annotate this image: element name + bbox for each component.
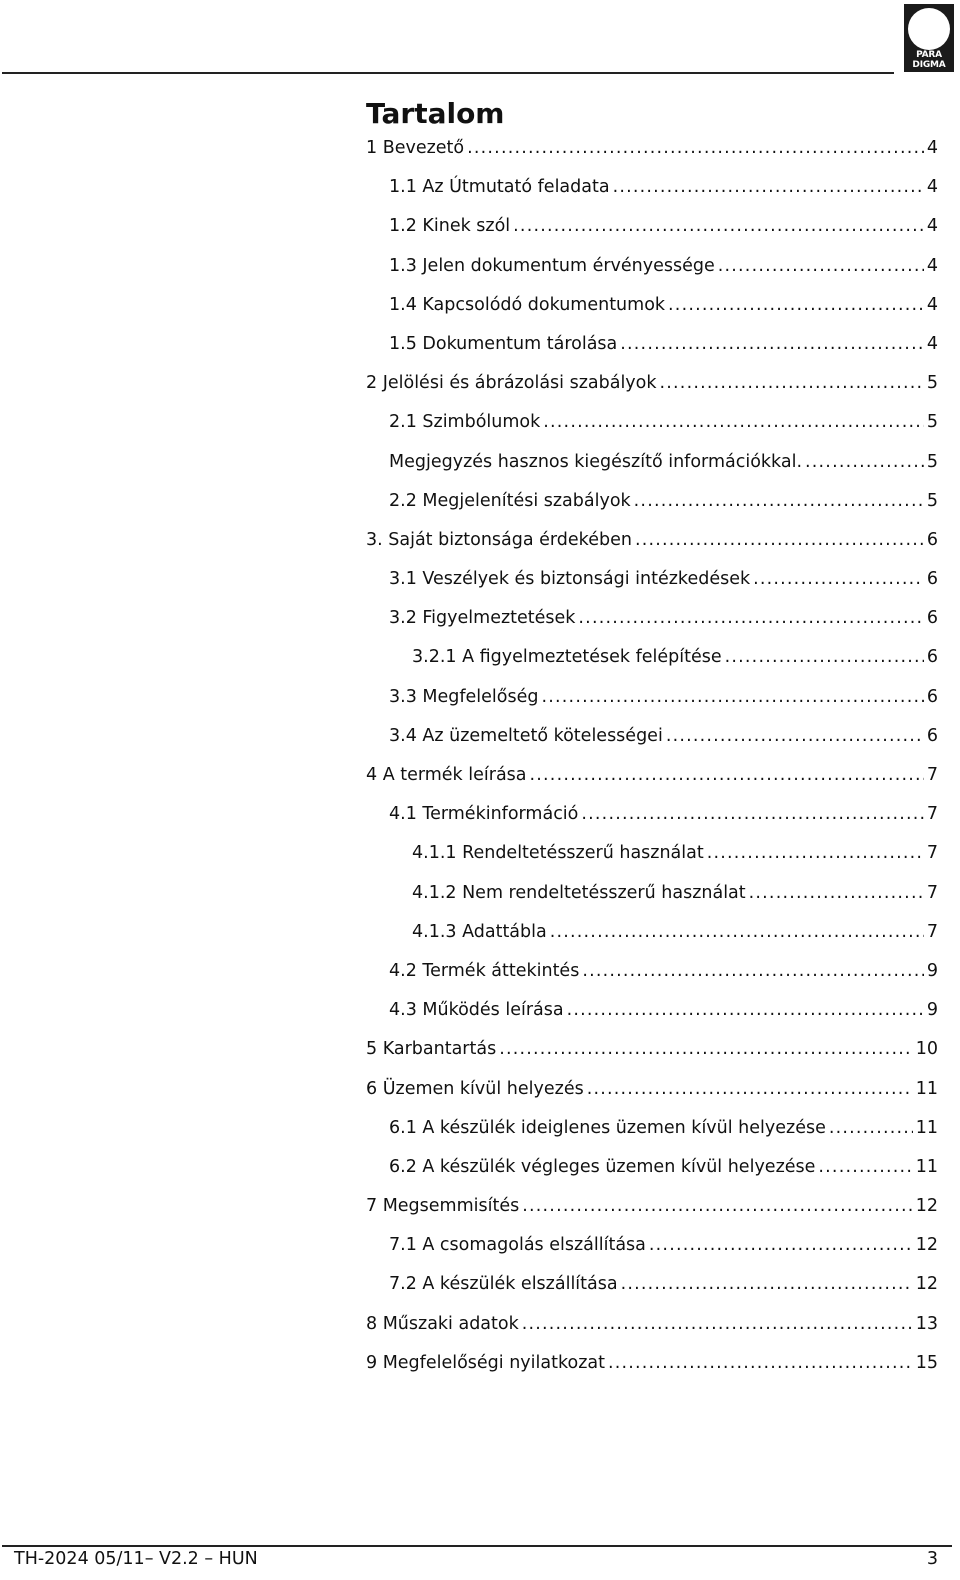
toc-title: Tartalom bbox=[366, 97, 505, 130]
footer-document-id: TH-2024 05/11– V2.2 – HUN bbox=[14, 1549, 258, 1569]
toc-entry-page-number: 6 bbox=[926, 686, 938, 707]
toc-dot-leader bbox=[522, 1305, 913, 1344]
paradigma-logo bbox=[904, 4, 954, 72]
toc-entry-title: 6.2 A készülék végleges üzemen kívül helyezése bbox=[389, 1156, 816, 1177]
table-of-contents bbox=[366, 95, 938, 1383]
toc-entry-title: 1.1 Az Útmutató feladata bbox=[389, 177, 610, 198]
toc-dot-leader bbox=[522, 1187, 912, 1226]
toc-entry-title: 3.4 Az üzemeltető kötelességei bbox=[389, 725, 663, 746]
toc-dot-leader bbox=[567, 991, 924, 1030]
toc-dot-leader bbox=[635, 521, 924, 560]
toc-entry[interactable] bbox=[366, 678, 938, 717]
toc-entry-page-number: 11 bbox=[915, 1117, 938, 1138]
toc-entry[interactable] bbox=[366, 1305, 938, 1344]
toc-entry-title: 2.1 Szimbólumok bbox=[389, 412, 541, 433]
toc-dot-leader bbox=[829, 1109, 913, 1148]
logo-circle-icon bbox=[908, 8, 950, 50]
toc-entry-page-number: 12 bbox=[915, 1196, 938, 1217]
toc-entry-title: 4.1.1 Rendeltetésszerű használat bbox=[412, 843, 704, 864]
toc-dot-leader bbox=[749, 874, 924, 913]
toc-dot-leader bbox=[753, 560, 924, 599]
toc-entry-page-number: 4 bbox=[926, 294, 938, 315]
toc-entry[interactable] bbox=[366, 991, 938, 1030]
toc-entry[interactable] bbox=[366, 1148, 938, 1187]
toc-entry-title: 1.2 Kinek szól bbox=[389, 216, 511, 237]
toc-entry-title: 1.4 Kapcsolódó dokumentumok bbox=[389, 294, 666, 315]
toc-entry-page-number: 13 bbox=[915, 1313, 938, 1334]
toc-entry[interactable] bbox=[366, 325, 938, 364]
toc-entry[interactable] bbox=[366, 129, 938, 168]
toc-entry-page-number: 7 bbox=[926, 804, 938, 825]
toc-entry-page-number: 5 bbox=[926, 412, 938, 433]
toc-entry-title: 3.2.1 A figyelmeztetések felépítése bbox=[412, 647, 722, 668]
toc-entry-page-number: 9 bbox=[926, 1000, 938, 1021]
toc-dot-leader bbox=[587, 1070, 913, 1109]
toc-dot-leader bbox=[499, 1030, 913, 1069]
toc-entry[interactable] bbox=[366, 756, 938, 795]
logo-text-line1: PARA bbox=[916, 50, 942, 60]
toc-entry[interactable] bbox=[366, 482, 938, 521]
toc-list bbox=[366, 129, 938, 1383]
toc-entry[interactable] bbox=[366, 599, 938, 638]
toc-dot-leader bbox=[513, 207, 924, 246]
header-divider bbox=[2, 72, 894, 74]
toc-entry-page-number: 6 bbox=[926, 529, 938, 550]
toc-entry-page-number: 6 bbox=[926, 725, 938, 746]
toc-entry[interactable] bbox=[366, 717, 938, 756]
toc-dot-leader bbox=[620, 325, 924, 364]
toc-entry-page-number: 6 bbox=[926, 569, 938, 590]
toc-dot-leader bbox=[649, 1226, 913, 1265]
toc-entry-page-number: 7 bbox=[926, 921, 938, 942]
toc-entry-page-number: 11 bbox=[915, 1078, 938, 1099]
toc-dot-leader bbox=[725, 638, 924, 677]
toc-dot-leader bbox=[718, 247, 924, 286]
toc-entry-title: 1.3 Jelen dokumentum érvényessége bbox=[389, 255, 715, 276]
toc-entry[interactable] bbox=[366, 952, 938, 991]
toc-entry-title: 1.5 Dokumentum tárolása bbox=[389, 333, 618, 354]
toc-entry-page-number: 9 bbox=[926, 960, 938, 981]
toc-entry-page-number: 10 bbox=[915, 1039, 938, 1060]
toc-dot-leader bbox=[818, 1148, 912, 1187]
toc-entry[interactable] bbox=[366, 560, 938, 599]
toc-entry-title: 8 Műszaki adatok bbox=[366, 1313, 519, 1334]
toc-entry-page-number: 5 bbox=[926, 490, 938, 511]
toc-entry-title: 4.3 Működés leírása bbox=[389, 1000, 564, 1021]
toc-entry-page-number: 5 bbox=[926, 451, 938, 472]
toc-entry[interactable] bbox=[366, 1226, 938, 1265]
toc-entry-title: Megjegyzés hasznos kiegészítő információkkal. bbox=[389, 451, 803, 472]
toc-dot-leader bbox=[467, 129, 924, 168]
toc-entry-title: 6.1 A készülék ideiglenes üzemen kívül helyezése bbox=[389, 1117, 826, 1138]
toc-dot-leader bbox=[542, 678, 924, 717]
toc-entry-page-number: 7 bbox=[926, 765, 938, 785]
toc-entry[interactable] bbox=[366, 1344, 938, 1383]
toc-entry-page-number: 4 bbox=[926, 216, 938, 237]
logo-text bbox=[904, 50, 954, 70]
toc-entry[interactable] bbox=[366, 443, 938, 482]
toc-entry-page-number: 15 bbox=[915, 1352, 938, 1373]
toc-entry[interactable] bbox=[366, 1265, 938, 1304]
toc-entry[interactable] bbox=[366, 874, 938, 913]
toc-entry[interactable] bbox=[366, 1187, 938, 1226]
toc-entry-page-number: 6 bbox=[926, 647, 938, 668]
toc-entry-title: 5 Karbantartás bbox=[366, 1039, 497, 1060]
toc-entry-page-number: 4 bbox=[926, 255, 938, 276]
toc-entry-page-number: 4 bbox=[926, 138, 938, 158]
toc-entry[interactable] bbox=[366, 1109, 938, 1148]
toc-entry[interactable] bbox=[366, 913, 938, 952]
toc-entry-title: 3. Saját biztonsága érdekében bbox=[366, 529, 632, 550]
toc-entry[interactable] bbox=[366, 638, 938, 677]
toc-entry[interactable] bbox=[366, 403, 938, 442]
toc-entry[interactable] bbox=[366, 1030, 938, 1069]
toc-entry-page-number: 12 bbox=[915, 1235, 938, 1256]
toc-entry-title: 4 A termék leírása bbox=[366, 765, 527, 785]
toc-entry-title: 4.1.2 Nem rendeltetésszerű használat bbox=[412, 882, 746, 903]
toc-entry[interactable] bbox=[366, 834, 938, 873]
toc-entry[interactable] bbox=[366, 247, 938, 286]
toc-entry[interactable] bbox=[366, 286, 938, 325]
toc-dot-leader bbox=[613, 168, 924, 207]
toc-dot-leader bbox=[581, 795, 923, 834]
toc-entry[interactable] bbox=[366, 1070, 938, 1109]
toc-dot-leader bbox=[582, 952, 924, 991]
toc-dot-leader bbox=[621, 1265, 913, 1304]
toc-dot-leader bbox=[634, 482, 924, 521]
toc-entry-title: 9 Megfelelőségi nyilatkozat bbox=[366, 1352, 605, 1373]
toc-entry-title: 4.1 Termékinformáció bbox=[389, 804, 579, 825]
toc-dot-leader bbox=[550, 913, 924, 952]
toc-dot-leader bbox=[608, 1344, 913, 1383]
toc-entry-title: 2.2 Megjelenítési szabályok bbox=[389, 490, 631, 511]
toc-entry-title: 6 Üzemen kívül helyezés bbox=[366, 1078, 584, 1099]
toc-entry-page-number: 5 bbox=[926, 373, 938, 394]
toc-entry-title: 1 Bevezető bbox=[366, 138, 465, 158]
toc-entry-page-number: 11 bbox=[915, 1156, 938, 1177]
toc-dot-leader bbox=[668, 286, 924, 325]
toc-dot-leader bbox=[660, 364, 924, 403]
toc-entry-title: 3.1 Veszélyek és biztonsági intézkedések bbox=[389, 569, 751, 590]
toc-entry-title: 4.2 Termék áttekintés bbox=[389, 960, 580, 981]
toc-dot-leader bbox=[578, 599, 923, 638]
toc-entry-page-number: 12 bbox=[915, 1274, 938, 1295]
toc-entry[interactable] bbox=[366, 364, 938, 403]
toc-entry[interactable] bbox=[366, 168, 938, 207]
toc-entry-page-number: 7 bbox=[926, 882, 938, 903]
toc-entry-page-number: 6 bbox=[926, 608, 938, 629]
toc-dot-leader bbox=[543, 403, 924, 442]
toc-entry-title: 7 Megsemmisítés bbox=[366, 1196, 520, 1217]
toc-entry[interactable] bbox=[366, 521, 938, 560]
footer-page-number: 3 bbox=[926, 1549, 938, 1569]
toc-entry[interactable] bbox=[366, 795, 938, 834]
toc-entry-page-number: 4 bbox=[926, 333, 938, 354]
toc-entry-title: 7.2 A készülék elszállítása bbox=[389, 1274, 618, 1295]
toc-dot-leader bbox=[666, 717, 924, 756]
logo-text-line2: DIGMA bbox=[912, 60, 946, 70]
toc-dot-leader bbox=[530, 756, 924, 795]
toc-entry-title: 7.1 A csomagolás elszállítása bbox=[389, 1235, 646, 1256]
toc-entry-title: 3.3 Megfelelőség bbox=[389, 686, 539, 707]
toc-entry-page-number: 4 bbox=[926, 177, 938, 198]
toc-entry-title: 4.1.3 Adattábla bbox=[412, 921, 547, 942]
toc-dot-leader bbox=[805, 443, 924, 482]
toc-entry-page-number: 7 bbox=[926, 843, 938, 864]
toc-entry-title: 2 Jelölési és ábrázolási szabályok bbox=[366, 373, 657, 394]
toc-dot-leader bbox=[707, 834, 924, 873]
toc-entry-title: 3.2 Figyelmeztetések bbox=[389, 608, 576, 629]
toc-entry[interactable] bbox=[366, 207, 938, 246]
